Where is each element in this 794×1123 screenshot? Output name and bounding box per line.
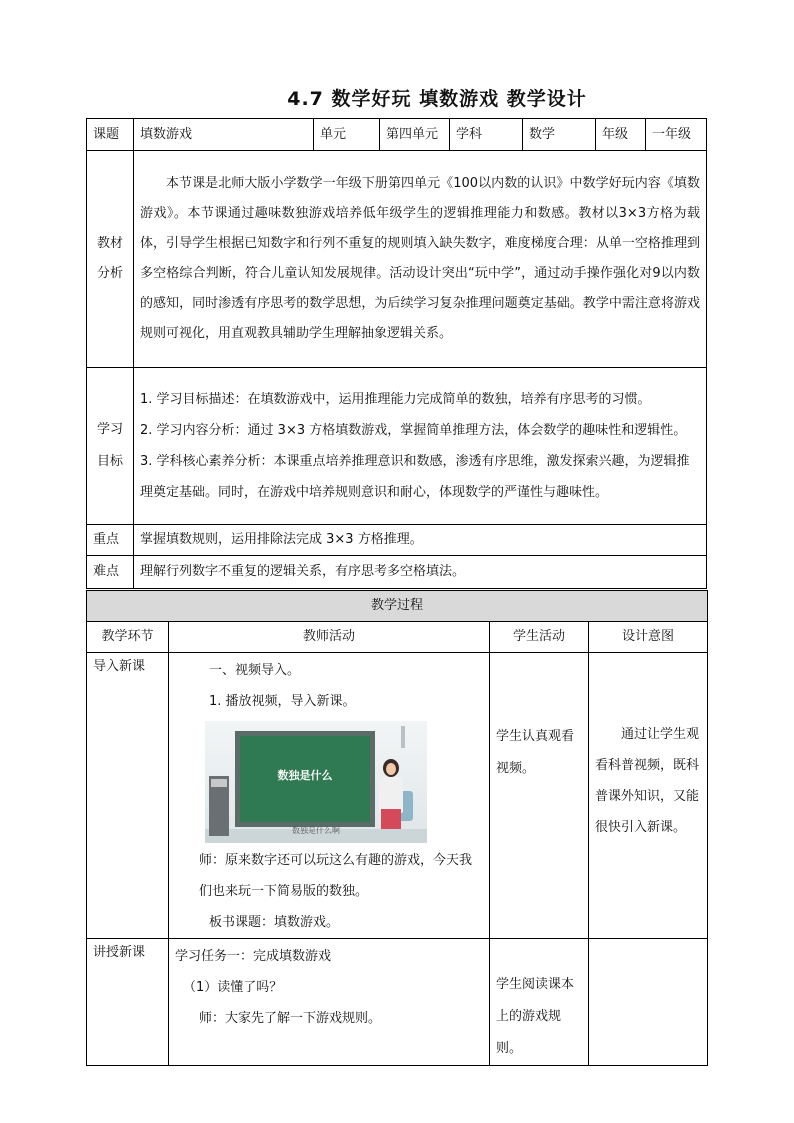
design-intent-cell: 通过让学生观看科普视频，既科普课外知识，又能很快引入新课。	[589, 653, 708, 939]
column-header: 设计意图	[589, 622, 708, 653]
student-activity-cell: 学生认真观看视频。	[490, 653, 589, 939]
process-header: 教学过程	[87, 591, 708, 622]
subject-value: 数学	[523, 119, 596, 151]
teacher-activity-cell: 学习任务一：完成填数游戏 （1）读懂了吗？ 师：大家先了解一下游戏规则。	[169, 939, 490, 1066]
difficulty-row	[87, 556, 707, 589]
difficulty-text: 理解行列数字不重复的逻辑关系，有序思考多空格填法。	[134, 556, 707, 589]
objectives-list	[134, 368, 707, 525]
column-header: 学生活动	[490, 622, 589, 653]
teaching-process-table	[86, 590, 708, 1066]
lamp-icon	[401, 726, 405, 748]
objectives-row	[87, 368, 707, 525]
objectives-label: 学习 目标	[87, 368, 134, 525]
key-point-row	[87, 525, 707, 556]
course-value: 填数游戏	[134, 119, 314, 151]
course-label: 课题	[87, 119, 134, 151]
video-thumbnail[interactable]	[205, 721, 427, 843]
analysis-row	[87, 151, 707, 368]
stage-cell: 讲授新课	[87, 939, 169, 1066]
analysis-label: 教材 分析	[87, 151, 134, 368]
process-column-headers	[87, 622, 708, 653]
key-point-label: 重点	[87, 525, 134, 556]
stage-cell: 导入新课	[87, 653, 169, 939]
chalkboard: 数独是什么	[240, 736, 370, 822]
objective-item: 3. 学科核心素养分析：本课重点培养推理意识和数感，渗透有序思维，激发探索兴趣，为逻辑推理奠定基础。同时，在游戏中培养规则意识和耐心，体现数学的严谨性与趣味性。	[140, 454, 690, 500]
table-row	[87, 939, 708, 1066]
subject-label: 学科	[450, 119, 523, 151]
column-header: 教学环节	[87, 622, 169, 653]
grade-label: 年级	[596, 119, 646, 151]
teacher-activity-cell: 一、视频导入。 1. 播放视频，导入新课。 数独是什么 数独是什么啊 师：原来数字还可以玩这么有趣的游戏，今天我们也来玩一下简易版的数独。 板书课题：填数游戏。	[169, 653, 490, 939]
column-header: 教师活动	[169, 622, 490, 653]
objective-item: 2. 学习内容分析：通过 3×3 方格填数游戏，掌握简单推理方法，体会数学的趣味性和逻辑性。	[140, 423, 687, 438]
table-row	[87, 653, 708, 939]
grade-value: 一年级	[646, 119, 707, 151]
student-activity-cell: 学生阅读课本上的游戏规则。	[490, 939, 589, 1066]
unit-label: 单元	[314, 119, 380, 151]
objective-item: 1. 学习目标描述：在填数游戏中，运用推理能力完成简单的数独，培养有序思考的习惯。	[140, 392, 651, 407]
page-title: 4.7 数学好玩 填数游戏 教学设计	[287, 88, 587, 110]
lesson-info-table	[86, 118, 707, 589]
unit-value: 第四单元	[380, 119, 450, 151]
video-caption: 数独是什么啊	[292, 826, 340, 835]
process-header-row	[87, 591, 708, 622]
info-row	[87, 119, 707, 151]
key-point-text: 掌握填数规则，运用排除法完成 3×3 方格推理。	[134, 525, 707, 556]
difficulty-label: 难点	[87, 556, 134, 589]
analysis-text: 本节课是北师大版小学数学一年级下册第四单元《100以内数的认识》中数学好玩内容《填数游戏》。本节课通过趣味数独游戏培养低年级学生的逻辑推理能力和数感。教材以3×3方格为载体，引导学生根据已知数字和行列不重复的规则填入缺失数字，难度梯度合理：从单一空格推理到多空格综合判断，符合儿童认知发展规律。活动设计突出“玩中学”，通过动手操作强化对9以内数的感知，同时渗透有序思考的数学思想，为后续学习复杂推理问题奠定基础。教学中需注意将游戏规则可视化，用直观教具辅助学生理解抽象逻辑关系。	[134, 151, 707, 368]
design-intent-cell	[589, 939, 708, 1066]
